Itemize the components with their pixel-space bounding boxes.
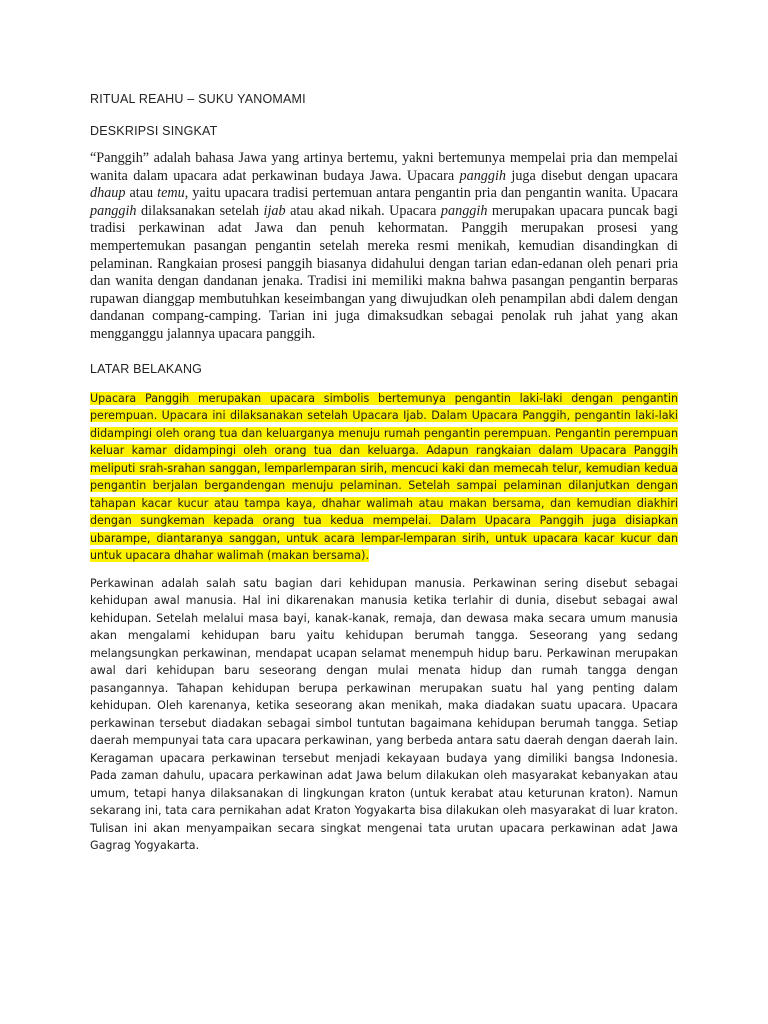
document-page xyxy=(90,92,678,855)
document-title: RITUAL REAHU – SUKU YANOMAMI xyxy=(90,92,306,106)
text-run: atau akad nikah. Upacara xyxy=(285,202,441,219)
italic-term: temu xyxy=(157,185,185,202)
paragraph-deskripsi xyxy=(90,150,678,344)
italic-term: dhaup xyxy=(90,185,126,202)
section-heading-deskripsi: DESKRIPSI SINGKAT xyxy=(90,124,218,138)
text-run: “Panggih” adalah bahasa Jawa yang artinya bertemu, yakni bertemunya mempelai pria dan mempelai wanita dalam upacara adat perkawinan budaya Jawa. Upacara xyxy=(90,150,678,184)
paragraph-latar-belakang: Perkawinan adalah salah satu bagian dari kehidupan manusia. Perkawinan sering disebut sebagai kehidupan awal manusia. Hal ini dikarenakan manusia ketika terlahir di dunia, disebut sebagai awal kehidupan. Setelah melalui masa bayi, kanak-kanak, remaja, dan dewasa maka secara umum manusia akan mengalami kehidupan baru yaitu kehidupan berumah tangga. Seseorang yang sedang melangsungkan perkawinan, mendapat ucapan selamat menempuh hidup baru. Perkawinan merupakan awal dari kehidupan baru seseorang dengan mulai menata hidup dan rumah tangga dengan pasangannya. Tahapan kehidupan berupa perkawinan merupakan suatu hal yang penting dalam kehidupan. Oleh karenanya, ketika seseorang akan menikah, maka diadakan suatu upacara. Upacara perkawinan tersebut diadakan sebagai simbol tuntutan bagaimana kehidupan berumah tangga. Setiap daerah mempunyai tata cara upacara perkawinan, yang berbeda antara satu daerah dengan daerah lain. Keragaman upacara perkawinan tersebut menjadi kekayaan budaya yang dimiliki bangsa Indonesia. Pada zaman dahulu, upacara perkawinan adat Jawa belum dilakukan oleh masyarakat kebanyakan atau umum, tetapi hanya dilaksanakan di lingkungan kraton (untuk kerabat atau keturunan kraton). Namun sekarang ini, tata cara pernikahan adat Kraton Yogyakarta bisa dilakukan oleh masyarakat di luar kraton. Tulisan ini akan menyampaikan secara singkat mengenai tata urutan upacara perkawinan adat Jawa Gagrag Yogyakarta. xyxy=(90,576,678,853)
italic-term: panggih xyxy=(440,202,488,219)
text-run: atau xyxy=(125,185,158,202)
italic-term: panggih xyxy=(459,167,507,184)
highlighted-text: Upacara Panggih merupakan upacara simbolis bertemunya pengantin laki-laki dengan pengantin perempuan. Upacara ini dilaksanakan setelah Upacara Ijab. Dalam Upacara Panggih, pengantin laki-laki didampingi oleh orang tua dan keluarganya menuju rumah pengantin perempuan. Pengantin perempuan keluar kamar didampingi oleh orang tua dan keluarga. Adapun rangkaian dalam Upacara Panggih meliputi srah-srahan sanggan, lemparlemparan sirih, mencuci kaki dan memecah telur, kemudian kedua pengantin berjalan bergandengan menuju pelaminan. Setelah sampai pelaminan dilanjutkan dengan tahapan kacar kucur atau tampa kaya, dhahar walimah atau makan bersama, dan kemudian diakhiri dengan sungkeman kepada orang tua kedua mempelai. Dalam Upacara Panggih juga disiapkan ubarampe, diantaranya sanggan, untuk acara lempar-lemparan sirih, untuk upacara kacar kucur dan untuk upacara dhahar walimah (makan bersama). xyxy=(90,391,678,563)
section-heading-latar-belakang: LATAR BELAKANG xyxy=(90,361,203,376)
italic-term: panggih xyxy=(90,202,137,219)
italic-term: ijab xyxy=(263,202,286,219)
text-run: dilaksanakan setelah xyxy=(136,202,264,219)
text-run: merupakan upacara puncak bagi tradisi perkawinan adat Jawa dan penuh kehormatan. Panggih merupakan prosesi yang mempertemukan pasangan pengantin setelah mereka resmi menikah, kemudian disandingkan di pelaminan. Rangkaian prosesi panggih biasanya didahului dengan tarian edan-edanan oleh penari pria dan wanita dengan dandanan jenaka. Tradisi ini memiliki makna bahwa pasangan pengantin berparas rupawan dianggap membutuhkan keseimbangan yang diwujudkan oleh penampilan abdi dalem dengan dandanan compang-camping. Tarian ini juga dimaksudkan sebagai penolak ruh jahat yang akan mengganggu jalannya upacara panggih. xyxy=(90,202,679,342)
text-run: juga disebut dengan upacara xyxy=(506,167,678,184)
text-run: , yaitu upacara tradisi pertemuan antara pengantin pria dan pengantin wanita. Upacara xyxy=(184,185,678,202)
paragraph-highlighted xyxy=(90,390,678,565)
